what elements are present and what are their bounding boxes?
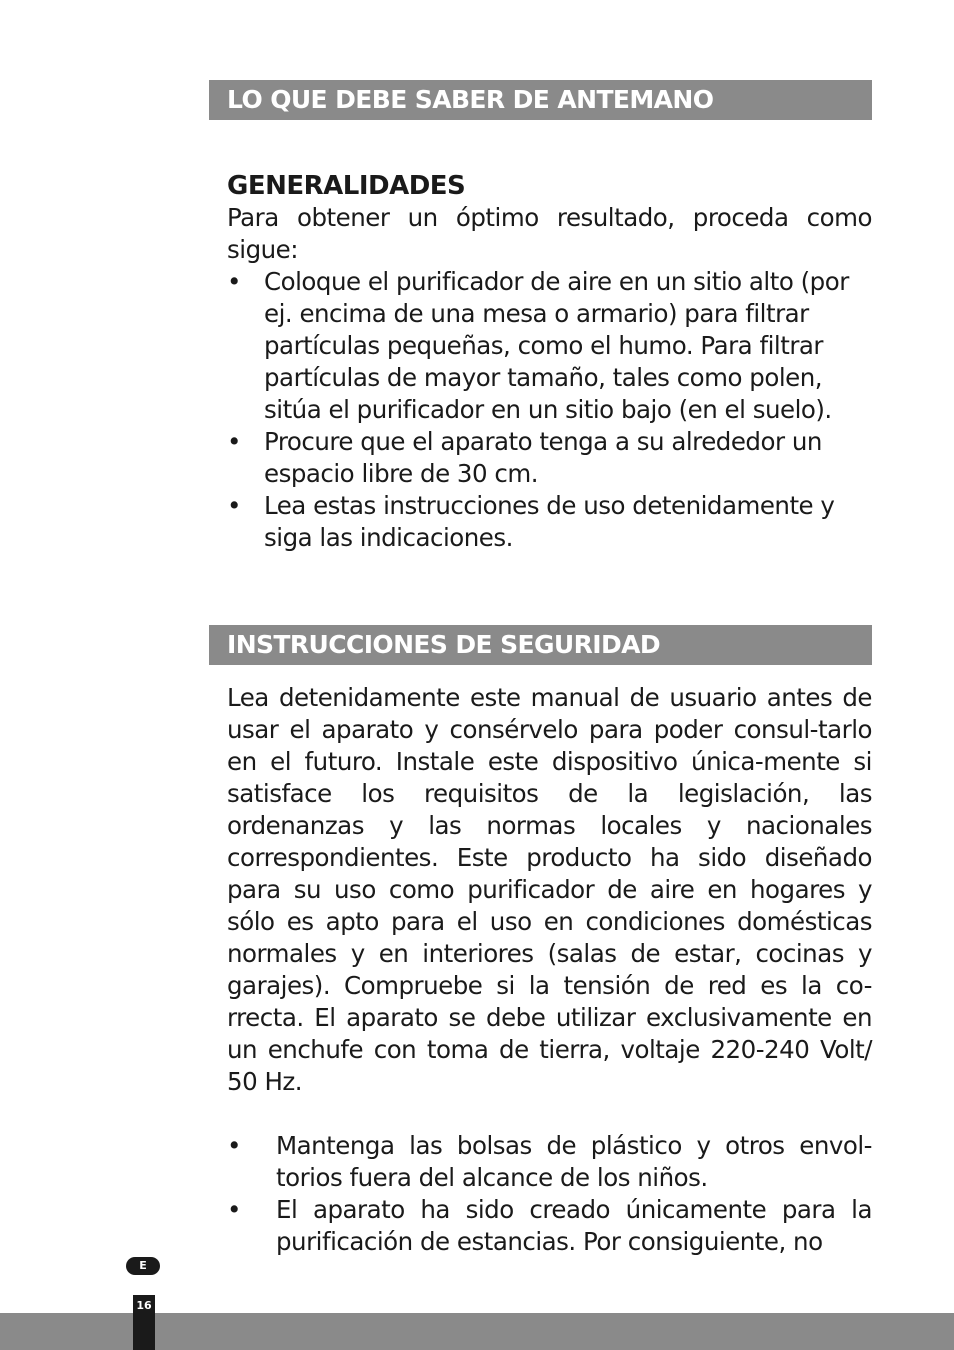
language-badge: E xyxy=(126,1257,160,1275)
list-item xyxy=(227,1130,872,1194)
section-heading-safety: INSTRUCCIONES DE SEGURIDAD xyxy=(209,625,872,665)
bullet-icon: • xyxy=(227,491,241,520)
subheading-generalidades: GENERALIDADES xyxy=(227,171,466,201)
bullet-icon: • xyxy=(227,267,241,296)
safety-bullet-list xyxy=(227,1130,872,1258)
section-heading-prior: LO QUE DEBE SABER DE ANTEMANO xyxy=(209,80,872,120)
list-item xyxy=(227,1194,872,1258)
bullet-text: Lea estas instrucciones de uso detenidamente y siga las indicaciones. xyxy=(264,491,835,552)
list-item xyxy=(227,490,872,554)
bullet-icon: • xyxy=(227,1195,241,1224)
bullet-text: Mantenga las bolsas de plástico y otros envol-torios fuera del alcance de los niños. xyxy=(276,1131,872,1192)
page-number: 16 xyxy=(133,1295,155,1350)
general-bullet-list xyxy=(227,266,872,554)
list-item xyxy=(227,266,872,426)
safety-paragraph: Lea detenidamente este manual de usuario antes de usar el aparato y consérvelo para poder consul-tarlo en el futuro. Instale este dispositivo única-mente si satisface los requisitos de la legislación, las ordenanzas y las normas locales y nacionales correspondientes. Este producto ha sido diseñado para su uso como purificador de aire en hogares y sólo es apto para el uso en condiciones domésticas normales y en interiores (salas de estar, cocinas y garajes). Compruebe si la tensión de red es la co-rrecta. El aparato se debe utilizar exclusivamente en un enchufe con toma de tierra, voltaje 220-240 Volt/ 50 Hz. xyxy=(227,683,872,1096)
bullet-icon: • xyxy=(227,1131,241,1160)
intro-text: Para obtener un óptimo resultado, proceda como sigue: xyxy=(227,203,872,264)
general-block xyxy=(227,170,872,554)
bullet-text: Procure que el aparato tenga a su alrededor un espacio libre de 30 cm. xyxy=(264,427,822,488)
bullet-icon: • xyxy=(227,427,241,456)
bullet-text: El aparato ha sido creado únicamente para la purificación de estancias. Por consiguiente, no xyxy=(276,1195,872,1256)
bullet-text: Coloque el purificador de aire en un sitio alto (por ej. encima de una mesa o armario) para filtrar partículas pequeñas, como el humo. Para filtrar partículas de mayor tamaño, tales como polen, sitúa el purificador en un sitio bajo (en el suelo). xyxy=(264,267,849,424)
list-item xyxy=(227,426,872,490)
